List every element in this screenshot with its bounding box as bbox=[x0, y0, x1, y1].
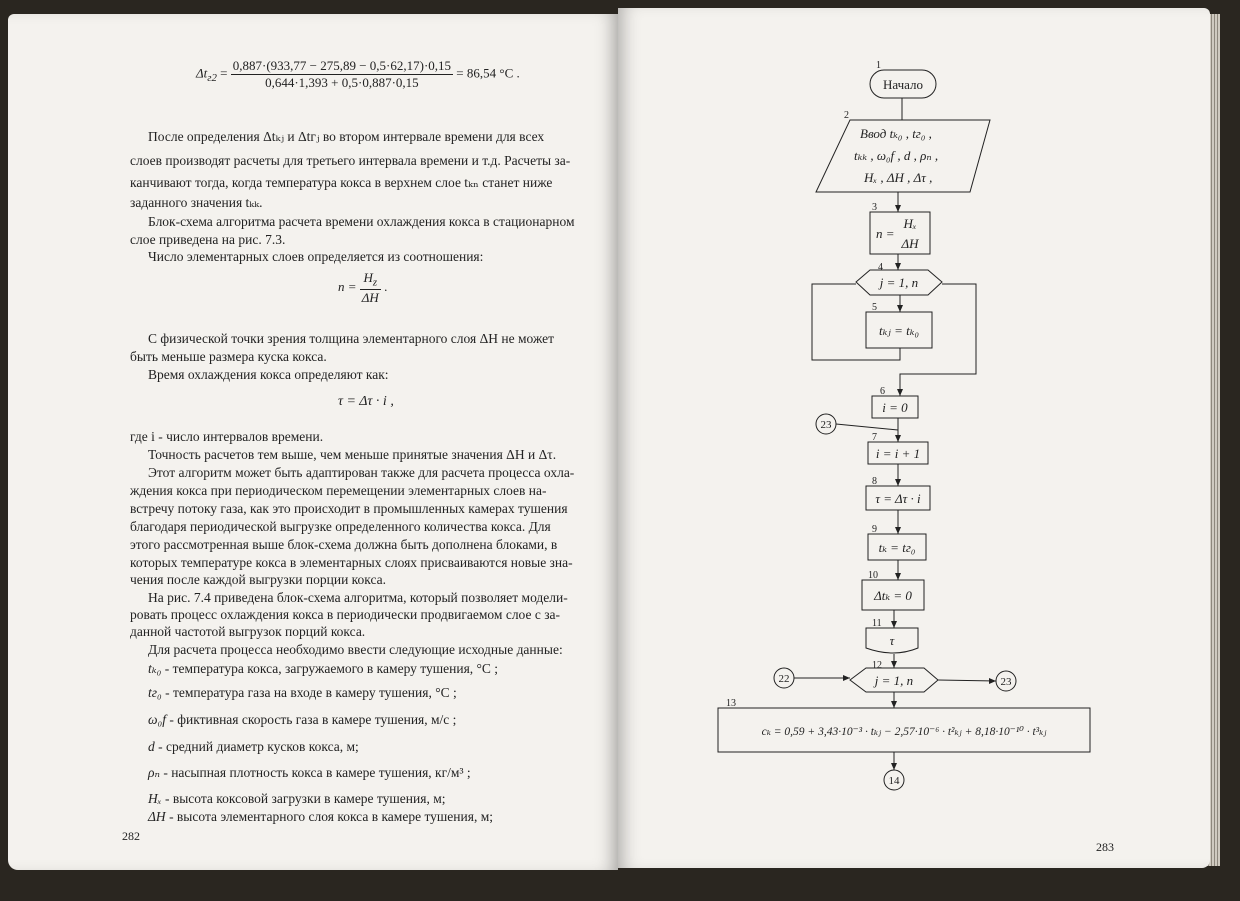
formula-fraction: $\frac{0,887\cdot(933,77 - 275,89 - 0,5\cdot 62,17)\cdot 0,15}{0,644\cdot 1,393 + 0,5\cdot 0,887\cdot 0,15}$ bbox=[232, 58, 452, 90]
paragraph-line: Блок-схема алгоритма расчета времени охлаждения кокса в стационарном bbox=[148, 214, 575, 229]
flow-arrow bbox=[836, 424, 898, 430]
block-number: 5 bbox=[872, 302, 877, 313]
block-number: 8 bbox=[872, 476, 877, 487]
paragraph-line: этого рассмотренная выше блок-схема должна быть дополнена блоками, в bbox=[130, 537, 558, 552]
left-page bbox=[8, 14, 618, 870]
block-text-i-zero: i = 0 bbox=[882, 400, 908, 415]
param-item: ρₙ - насыпная плотность кокса в камере тушения, кг/м³ ; bbox=[148, 765, 471, 780]
block-text-loop-j2: j = 1, n bbox=[874, 673, 914, 688]
paragraph-line: чения после каждой выгрузки порции кокса. bbox=[130, 572, 387, 587]
paragraph-line: благодаря периодической выгрузке определенного количества кокса. Для bbox=[130, 519, 551, 534]
formula-n: n = $\frac{H_z}{\Delta H}$ . bbox=[338, 270, 388, 305]
paragraph-line: Число элементарных слоев определяется из соотношения: bbox=[148, 249, 484, 264]
paragraph-line: ровать процесс охлаждения кокса в периодически продвигаемом слое с за- bbox=[130, 607, 561, 622]
param-item: d - средний диаметр кусков кокса, м; bbox=[148, 739, 359, 754]
block-number: 2 bbox=[844, 110, 849, 121]
page-number: 283 bbox=[1096, 840, 1114, 854]
paragraph-line: заданного значения tₖₖ. bbox=[130, 195, 263, 210]
paragraph-line: которых температуре кокса в элементарных слоях присваиваются новые зна- bbox=[130, 555, 573, 570]
block-text-assign-tk: tₖ = tг₀ bbox=[878, 540, 916, 555]
formula-tau: τ = Δτ · i , bbox=[338, 394, 394, 409]
flowchart bbox=[618, 8, 1210, 868]
paragraph-line: встречу потоку газа, как это происходит в промышленных камерах тушения bbox=[130, 501, 568, 516]
block-text-n-den: ΔH bbox=[901, 236, 919, 251]
block-text-init-temp: tₖⱼ = tₖ₀ bbox=[879, 323, 919, 338]
formula-delta-t: $\Delta t_{г2}$ = $\frac{0,887\cdot(933,77 - 275,89 - 0,5\cdot 62,17)\cdot 0,15}{0,644\cdot 1,393 + 0,5\cdot 0,887\cdot 0,15}$ = 86,54 °C . bbox=[196, 58, 520, 90]
connector-label: 23 bbox=[1000, 676, 1012, 688]
paragraph-line: Точность расчетов тем выше, чем меньше принятые значения ΔH и Δτ. bbox=[148, 447, 557, 462]
block-text-input-line1: Ввод tₖ₀ , tг₀ , bbox=[860, 126, 932, 141]
paragraph-line: На рис. 7.4 приведена блок-схема алгоритма, который позволяет модели- bbox=[148, 590, 568, 605]
connector-label: 14 bbox=[888, 775, 900, 787]
block-text-tau: τ = Δτ · i bbox=[875, 491, 921, 506]
paragraph-line: канчивают тогда, когда температура кокса в верхнем слое tₖₙ станет ниже bbox=[130, 175, 553, 190]
param-item: ΔH - высота элементарного слоя кокса в камере тушения, м; bbox=[148, 809, 494, 824]
block-number: 11 bbox=[872, 618, 882, 629]
block-number: 4 bbox=[878, 262, 883, 273]
block-text-start: Начало bbox=[882, 77, 924, 92]
paragraph-line: данной частотой выгрузок порций кокса. bbox=[130, 624, 366, 639]
block-text-dt-zero: Δtₖ = 0 bbox=[874, 588, 912, 603]
block-text-heat-capacity: cₖ = 0,59 + 3,43·10⁻³ · tₖⱼ − 2,57·10⁻⁶ · t²ₖⱼ + 8,18·10⁻¹⁰ · t³ₖⱼ bbox=[761, 726, 1047, 738]
paragraph-line: Этот алгоритм может быть адаптирован также для расчета процесса охла- bbox=[148, 465, 575, 480]
flow-arrow bbox=[938, 680, 996, 681]
paragraph-line: С физической точки зрения толщина элементарного слоя ΔH не может bbox=[148, 331, 555, 346]
block-text-n-num: Hₓ bbox=[903, 216, 917, 231]
paragraph-line: быть меньше размера куска кокса. bbox=[130, 349, 327, 364]
paragraph-line: где i - число интервалов времени. bbox=[130, 429, 324, 444]
param-item: ω₀f - фиктивная скорость газа в камере тушения, м/с ; bbox=[148, 712, 457, 727]
block-number: 13 bbox=[726, 698, 736, 709]
param-item: tг₀ - температура газа на входе в камеру тушения, °C ; bbox=[148, 685, 457, 700]
paragraph-line: После определения Δtₖⱼ и Δtгⱼ во втором интервале времени для всех bbox=[148, 129, 545, 144]
block-number: 7 bbox=[872, 432, 877, 443]
block-text-input-line2: tₖₖ , ω₀f , d , ρₙ , bbox=[854, 148, 939, 163]
paragraph-line: ждения кокса при периодическом перемещении элементарных слоев на- bbox=[130, 483, 547, 498]
block-text-output-tau: τ bbox=[889, 633, 895, 648]
paragraph-line: слое приведена на рис. 7.3. bbox=[130, 232, 286, 247]
block-text-n: n = bbox=[876, 226, 895, 241]
block-number: 3 bbox=[872, 202, 877, 213]
block-number: 12 bbox=[872, 660, 882, 671]
param-item: Hₓ - высота коксовой загрузки в камере тушения, м; bbox=[148, 791, 446, 806]
block-text-i-inc: i = i + 1 bbox=[875, 446, 921, 461]
block-number: 10 bbox=[868, 570, 878, 581]
page-number: 282 bbox=[122, 829, 140, 843]
block-text-loop-j: j = 1, n bbox=[879, 275, 919, 290]
flow-loop-exit bbox=[900, 284, 976, 396]
param-item: tₖ₀ - температура кокса, загружаемого в камеру тушения, °C ; bbox=[148, 661, 499, 676]
paragraph-line: Для расчета процесса необходимо ввести следующие исходные данные: bbox=[148, 642, 563, 657]
right-page bbox=[618, 8, 1210, 868]
block-number: 1 bbox=[876, 60, 881, 71]
paragraph-line: Время охлаждения кокса определяют как: bbox=[148, 367, 389, 382]
block-number: 6 bbox=[880, 386, 885, 397]
paragraph-line: слоев производят расчеты для третьего интервала времени и т.д. Расчеты за- bbox=[130, 153, 571, 168]
connector-label: 23 bbox=[820, 419, 832, 431]
block-text-input-line3: Hₓ , ΔH , Δτ , bbox=[864, 170, 933, 185]
connector-label: 22 bbox=[778, 673, 790, 685]
block-number: 9 bbox=[872, 524, 877, 535]
